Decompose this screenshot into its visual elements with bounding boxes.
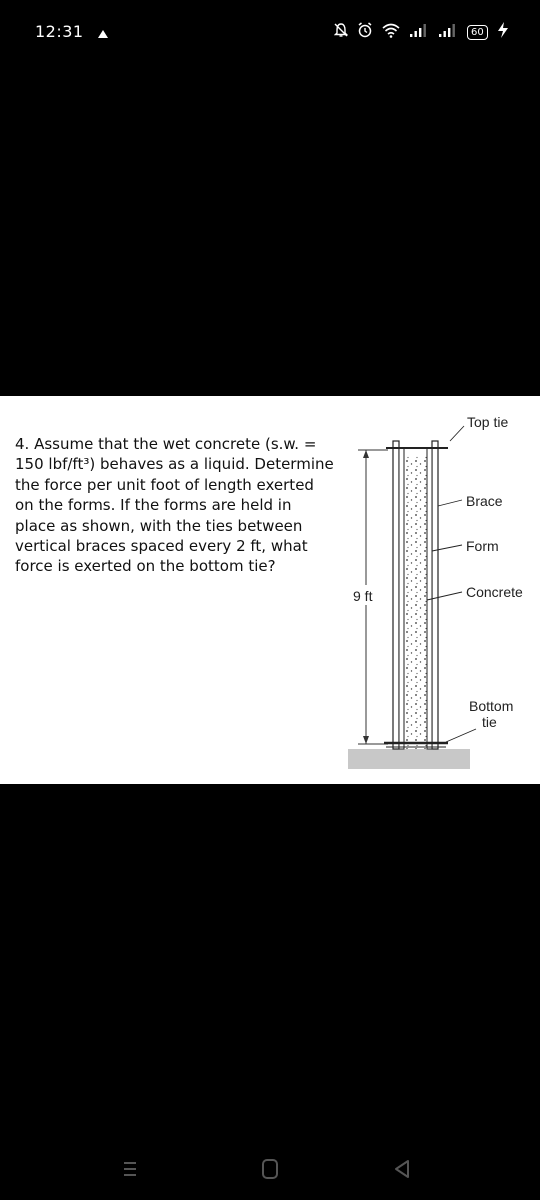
status-icons: [334, 22, 509, 42]
home-button[interactable]: [260, 1158, 280, 1185]
wifi-icon: [382, 22, 400, 43]
navigation-bar: [0, 1136, 540, 1200]
back-button[interactable]: [392, 1158, 412, 1185]
battery-icon: [467, 25, 488, 40]
brace-right: [432, 441, 438, 749]
upload-icon: [97, 26, 109, 44]
dimension-label: 9 ft: [353, 588, 373, 604]
problem-text: 4. Assume that the wet concrete (s.w. = 150 lbf/ft³) behaves as a liquid. Determine the force per unit foot of length exerted on the forms. If the forms are held in place as shown, with the ties between vertical braces spaced every 2 ft, what force is exerted on the bottom tie?: [15, 435, 334, 576]
label-bottom-tie-line2: tie: [482, 714, 497, 730]
label-form: Form: [466, 538, 499, 554]
battery-level: 60: [467, 25, 488, 40]
alarm-clock-icon: [357, 22, 373, 43]
form-right: [427, 448, 432, 749]
label-concrete: Concrete: [466, 584, 523, 600]
back-triangle-icon: [392, 1158, 412, 1180]
menu-lines-icon: [122, 1158, 138, 1180]
brace-left: [393, 441, 399, 749]
status-time: 12:31: [35, 22, 84, 41]
charging-icon: [497, 22, 509, 43]
signal-icon: [409, 23, 429, 42]
label-bottom-tie-line1: Bottom: [469, 698, 514, 714]
recent-apps-button[interactable]: [122, 1158, 138, 1185]
signal-icon: [438, 23, 458, 42]
status-bar: [0, 0, 540, 64]
concrete: [404, 456, 427, 749]
form-left: [399, 448, 404, 749]
problem-image: [0, 396, 540, 784]
ground: [348, 749, 470, 769]
label-brace: Brace: [466, 493, 503, 509]
rounded-square-icon: [260, 1158, 280, 1180]
label-top-tie: Top tie: [467, 414, 509, 430]
alarm-off-icon: [334, 22, 348, 43]
forms-diagram: [0, 396, 540, 784]
